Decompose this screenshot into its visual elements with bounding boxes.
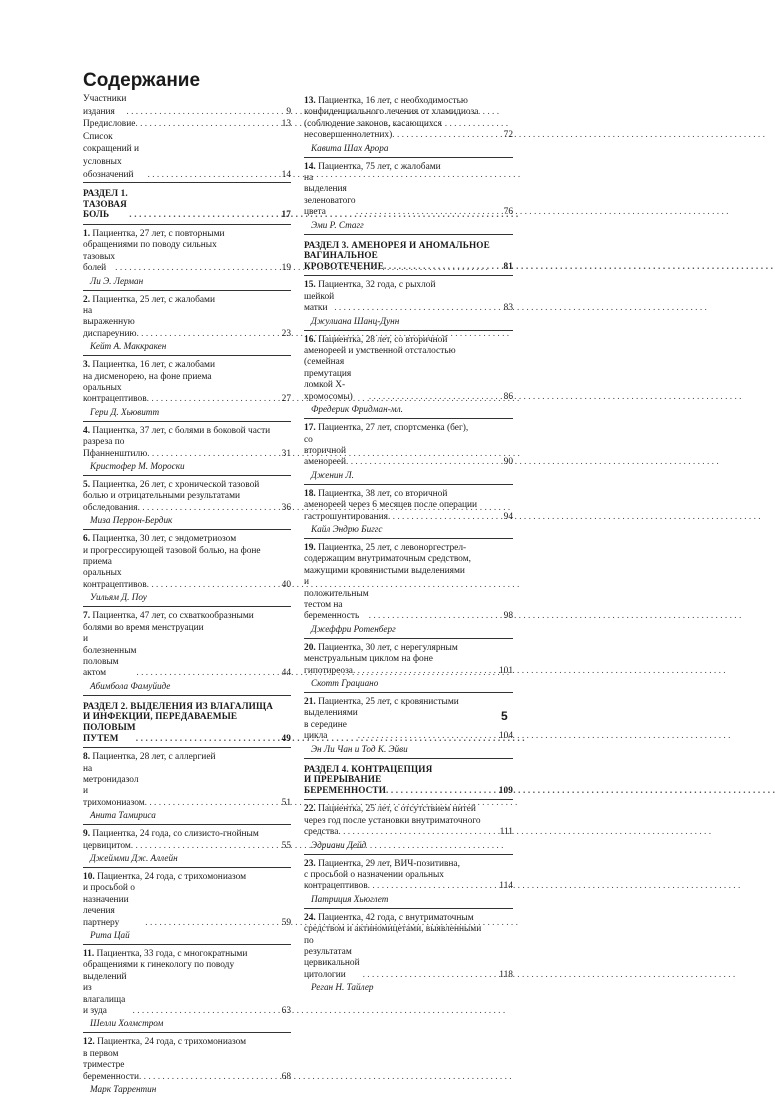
- toc-entry[interactable]: 22. Пациентка, 25 лет, с отсутствием нитей через год после установки внутриматочного средства . . . 111 Эдриани Дейд: [304, 800, 513, 853]
- toc-entry[interactable]: 23. Пациентка, 29 лет, ВИЧ-позитивна, с просьбой о назначении оральных контрацептивов . . . 114 Патриция Хьюглет: [304, 855, 513, 908]
- toc-entry[interactable]: 13. Пациентка, 16 лет, с необходимостью конфиденциального лечения от хламидиоза (соблюдение законов, касающихся несовершеннолетних) . . . 72 Кавита Шах Арора: [304, 92, 513, 157]
- toc-entry[interactable]: 3. Пациентка, 16 лет, с жалобами на дисменорею, на фоне приема оральных контрацептивов . . . 27 Гери Д. Хьювитт: [83, 356, 291, 421]
- entry-author: Ли Э. Лерман: [90, 275, 144, 286]
- entry-author: Джеффри Ротенберг: [311, 623, 396, 634]
- page-title: Содержание: [83, 70, 201, 91]
- section-heading[interactable]: РАЗДЕЛ 3. АМЕНОРЕЯ И АНОМАЛЬНОЕ ВАГИНАЛЬНОЕ КРОВОТЕЧЕНИЕ . . . 81: [304, 235, 513, 276]
- entry-author: Шелли Холмстром: [90, 1018, 164, 1029]
- toc-entry[interactable]: 17. Пациентка, 27 лет, спортсменка (бег), со вторичной аменореей . . . 90 Дженин Л.: [304, 419, 513, 484]
- section-heading[interactable]: РАЗДЕЛ 1. ТАЗОВАЯ БОЛЬ . . . 17: [83, 183, 291, 224]
- toc-line[interactable]: Предисловие . . . 13: [83, 118, 291, 131]
- toc-line[interactable]: Участники издания . . . 9: [83, 93, 291, 118]
- entry-author: Дженин Л.: [311, 469, 354, 480]
- front-matter: [83, 92, 291, 182]
- entry-author: Кейт А. Маккракен: [90, 341, 167, 352]
- toc-column-right: [304, 92, 513, 996]
- entry-author: Рита Цай: [90, 929, 130, 940]
- entry-author: Гери Д. Хьювитт: [90, 406, 160, 417]
- toc-entry[interactable]: 5. Пациентка, 26 лет, с хронической тазовой болью и отрицательными результатами обследования . . . 36 Миза Перрон-Бердик: [83, 476, 291, 529]
- toc-entry[interactable]: 12. Пациентка, 24 года, с трихомониазом в первом триместре беременности . . . 68 Марк Таррентин: [83, 1033, 291, 1098]
- toc-entry[interactable]: 20. Пациентка, 30 лет, с нерегулярным менструальным циклом на фоне гипотиреоза . . . 101 Скотт Грациано: [304, 639, 513, 692]
- entry-author: Эми Р. Стагг: [311, 219, 364, 230]
- entry-author: Кристофер М. Мороски: [90, 461, 185, 472]
- toc-entry[interactable]: 8. Пациентка, 28 лет, с аллергией на метронидазол и трихомониазом . . . 51 Анита Тамириса: [83, 748, 291, 824]
- section-heading[interactable]: РАЗДЕЛ 4. КОНТРАЦЕПЦИЯ И ПРЕРЫВАНИЕ БЕРЕМЕННОСТИ . . . 109: [304, 759, 513, 800]
- toc-entry[interactable]: 6. Пациентка, 30 лет, с эндометриозом и прогрессирующей тазовой болью, на фоне приема оральных контрацептивов . . . 40 Уильям Д. Поу: [83, 530, 291, 606]
- entry-author: Фредерик Фридман-мл.: [311, 404, 403, 415]
- toc-entry[interactable]: 9. Пациентка, 24 года, со слизисто-гнойным цервицитом . . . 55 Джеймми Дж. Аллейн: [83, 825, 291, 867]
- toc-entry[interactable]: 19. Пациентка, 25 лет, с левоноргестрел- содержащим внутриматочным средством, мажущими кровянистыми выделениями и положительным тестом на беременность . . . 98 Джеффри Ротенберг: [304, 539, 513, 638]
- toc-entry[interactable]: 15. Пациентка, 32 года, с рыхлой шейкой матки . . . 83 Джулиана Шанц-Дунн: [304, 276, 513, 329]
- entry-author: Кавита Шах Арора: [311, 142, 389, 153]
- entry-author: Кайл Эндрю Биггс: [311, 523, 383, 534]
- toc-entry[interactable]: 24. Пациентка, 42 года, с внутриматочным средством и актиномицетами, выявленными по результатам цервикальной цитологии . . . 118 Реган Н. Тайлер: [304, 909, 513, 996]
- entry-author: Уильям Д. Поу: [90, 592, 147, 603]
- entry-author: Реган Н. Тайлер: [311, 982, 374, 993]
- entry-author: Скотт Грациано: [311, 678, 379, 688]
- entry-author: Эдриани Дейд: [311, 839, 367, 850]
- toc-entry[interactable]: 1. Пациентка, 27 лет, с повторными обращениями по поводу сильных тазовых болей . . . 19 Ли Э. Лерман: [83, 225, 291, 290]
- section-heading[interactable]: РАЗДЕЛ 2. ВЫДЕЛЕНИЯ ИЗ ВЛАГАЛИЩА И ИНФЕКЦИИ, ПЕРЕДАВАЕМЫЕ ПОЛОВЫМ ПУТЕМ . . . 49: [83, 696, 291, 747]
- entry-author: Джеймми Дж. Аллейн: [90, 852, 178, 863]
- toc-entry[interactable]: 7. Пациентка, 47 лет, со схваткообразными болями во время менструации и болезненным половым актом . . . 44 Абимбола Фамуйиде: [83, 607, 291, 694]
- entry-author: Джулиана Шанц-Дунн: [311, 315, 400, 326]
- toc-entry[interactable]: 14. Пациентка, 75 лет, с жалобами на выделения зеленоватого цвета . . . 76 Эми Р. Стагг: [304, 158, 513, 234]
- toc-entry[interactable]: 16. Пациентка, 28 лет, со вторичной аменореей и умственной отсталостью (семейная премутация ломкой X-хромосомы) . . . 86 Фредерик Фридман-мл.: [304, 331, 513, 418]
- toc-entry[interactable]: 4. Пациентка, 37 лет, с болями в боковой части разреза по Пфанненштилю . . . 31 Кристофер М. Мороски: [83, 422, 291, 475]
- toc-entry[interactable]: 10. Пациентка, 24 года, с трихомониазом и просьбой о назначении лечения партнеру . . . 59 Рита Цай: [83, 868, 291, 944]
- entry-author: Эн Ли Чан и Тод К. Эйви: [311, 743, 408, 754]
- entry-author: Миза Перрон-Бердик: [90, 515, 173, 526]
- toc-entry[interactable]: 18. Пациентка, 38 лет, со вторичной аменореей через 6 месяцев после операции гастрошунтирования . . . 94 Кайл Эндрю Биггс: [304, 485, 513, 538]
- entry-author: Абимбола Фамуйиде: [90, 680, 171, 691]
- entry-author: Марк Таррентин: [90, 1084, 157, 1095]
- entry-author: Анита Тамириса: [90, 810, 156, 821]
- page-number: 5: [501, 709, 508, 723]
- toc-entry[interactable]: 2. Пациентка, 25 лет, с жалобами на выраженную диспареунию . . . 23 Кейт А. Маккракен: [83, 291, 291, 356]
- toc-line[interactable]: Список сокращений и условных обозначений . . . 14: [83, 131, 291, 181]
- toc-column-left: [83, 92, 291, 1098]
- entry-author: Патриция Хьюглет: [311, 893, 389, 904]
- toc-entry[interactable]: 11. Пациентка, 33 года, с многократными обращениями к гинекологу по поводу выделений из влагалища и зуда . . . 63 Шелли Холмстром: [83, 945, 291, 1032]
- toc-entry[interactable]: 21. Пациентка, 25 лет, с кровянистыми выделениями в середине цикла . . . 104 Эн Ли Чан и Тод К. Эйви: [304, 693, 513, 758]
